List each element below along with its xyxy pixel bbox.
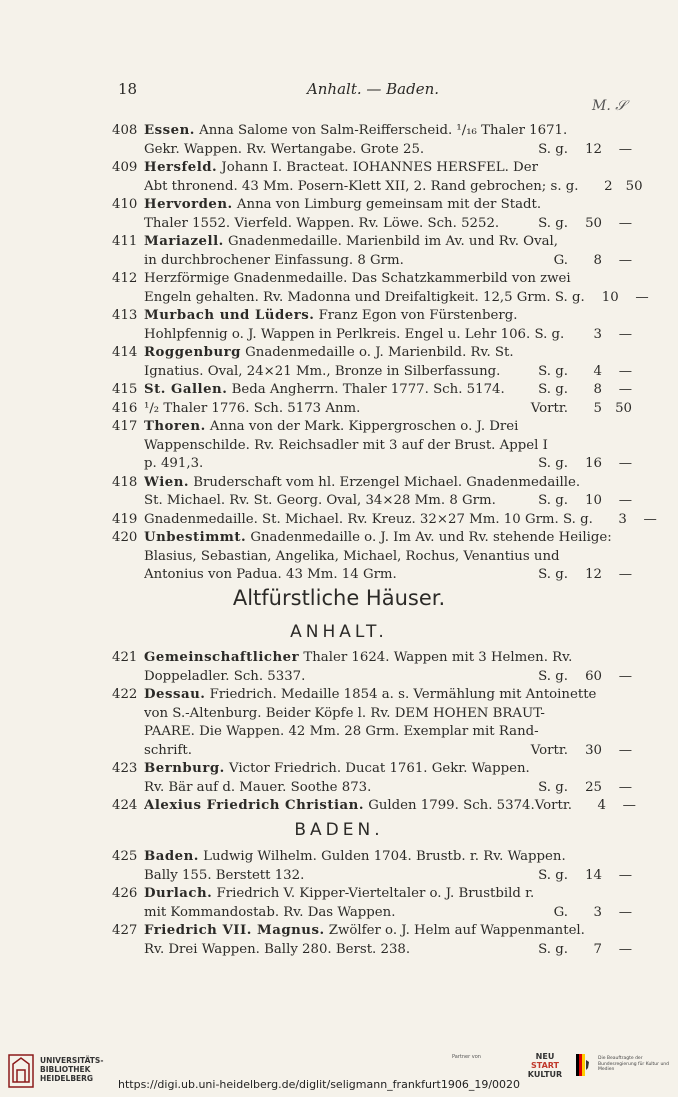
lot-number: 412: [112, 271, 138, 286]
catalogue-entry: [112, 233, 632, 270]
lot-number: 422: [112, 687, 138, 702]
entry-body: [144, 797, 636, 816]
lot-number: 408: [112, 123, 138, 138]
price: [579, 178, 643, 197]
price-pfennig: —: [618, 779, 632, 795]
catalogue-entry: [112, 159, 643, 196]
entry-line: [144, 705, 632, 724]
entry-heading: Durlach.: [144, 886, 213, 901]
catalogue-entry: [112, 344, 632, 381]
grade: S. g.: [538, 567, 568, 582]
grade: S. g.: [538, 668, 568, 684]
lot-number: 419: [112, 511, 138, 527]
entry-description: Bruderschaft vom hl. Erzengel Michael. Gnadenmedaille.: [189, 474, 581, 490]
lot-number: 409: [112, 160, 138, 175]
entry-description: Herzförmige Gnadenmedaille. Das Schatzkammerbild von zwei: [144, 271, 571, 286]
lot-number: 415: [112, 382, 138, 397]
price-mark: 12: [585, 567, 602, 582]
lot-number: 420: [112, 530, 138, 545]
entry-text: [144, 141, 538, 160]
catalogue-entries-baden: [112, 848, 632, 959]
entry-line: [144, 779, 632, 798]
entry-body: [144, 922, 632, 959]
grade: Vortr.: [534, 798, 572, 813]
entry-line: [144, 141, 632, 160]
entry-text: [144, 307, 632, 326]
price: [538, 455, 632, 474]
entry-line: [144, 848, 632, 867]
price-mark: 5: [593, 400, 602, 416]
page-number: 18: [118, 80, 138, 98]
entry-text: [144, 705, 632, 724]
entry-description: St. Michael. Rv. St. Georg. Oval, 34×28 Mm. 8 Grm.: [144, 493, 496, 508]
catalogue-entry: [112, 122, 632, 159]
entry-description: Ludwig Wilhelm. Gulden 1704. Brustb. r. Rv. Wappen.: [198, 849, 566, 864]
price-mark: 60: [585, 668, 602, 684]
entry-body: [144, 381, 632, 400]
entry-line: [144, 307, 632, 326]
catalogue-entry: [112, 400, 632, 419]
entry-text: [144, 252, 554, 271]
entry-line: [144, 159, 643, 178]
catalogue-entry: [112, 307, 632, 344]
entry-line: [144, 215, 632, 234]
entry-text: [144, 233, 632, 252]
lot-number: 413: [112, 308, 138, 323]
entry-text: [144, 686, 632, 705]
grade: S. g.: [538, 382, 568, 397]
entry-description: Anna von Limburg gemeinsam mit der Stadt.: [232, 197, 542, 212]
entry-text: [144, 779, 538, 798]
entry-description: Wappenschilde. Rv. Reichsadler mit 3 auf der Brust. Appel I: [144, 437, 548, 453]
entry-text: [144, 122, 632, 141]
entry-body: [144, 649, 632, 686]
entry-line: [144, 400, 632, 419]
entry-body: [144, 686, 632, 760]
university-logo-icon: [8, 1054, 34, 1088]
entry-description: Johann I. Bracteat. IOHANNES HERSFEL. Der: [217, 160, 538, 175]
entry-line: [144, 668, 632, 687]
price: [538, 141, 632, 160]
entry-description: Anna Salome von Salm-Reifferscheid. ¹/₁₆ Thaler 1671.: [194, 123, 568, 138]
entry-heading: Thoren.: [144, 419, 206, 434]
entry-line: [144, 922, 632, 941]
entry-description: Gnadenmedaille o. J. Marienbild. Rv. St.: [240, 345, 514, 360]
lot-number: 424: [112, 798, 138, 813]
footer-bar: [0, 1048, 678, 1097]
entry-line: [144, 270, 649, 289]
entry-text: [144, 848, 632, 867]
price: [538, 566, 632, 585]
catalogue-entry: [112, 511, 657, 530]
price-pfennig: —: [618, 668, 632, 684]
entry-heading: Roggenburg: [144, 345, 241, 360]
catalogue-entry: [112, 686, 632, 760]
entry-description: Friedrich V. Kipper-Vierteltaler o. J. Brustbild r.: [212, 886, 535, 901]
entry-text: [144, 159, 643, 178]
entry-line: [144, 760, 632, 779]
entry-text: [144, 344, 632, 363]
grade: S. g.: [538, 215, 568, 231]
entry-heading: Baden.: [144, 849, 199, 864]
source-url-link[interactable]: https://digi.ub.uni-heidelberg.de/diglit/seligmann_frankfurt1906_19/0020: [118, 1078, 521, 1091]
price-pfennig: —: [618, 326, 632, 342]
grade: S. g.: [538, 941, 568, 957]
price-mark: 8: [593, 252, 602, 268]
price-pfennig: —: [618, 941, 632, 957]
federal-eagle-icon: [576, 1054, 590, 1076]
entry-line: [144, 437, 632, 456]
lot-number: 423: [112, 761, 138, 776]
catalogue-entry: [112, 649, 632, 686]
grade: Vortr.: [530, 742, 568, 758]
catalogue-entry: [112, 474, 632, 511]
lot-number: 414: [112, 345, 138, 360]
entry-line: [144, 418, 632, 437]
entry-line: [144, 252, 632, 271]
entry-text: [144, 381, 538, 400]
entry-text: [144, 196, 632, 215]
entry-heading: Essen.: [144, 123, 195, 138]
catalogue-entry: [112, 196, 632, 233]
entry-body: [144, 307, 632, 344]
entry-description: PAARE. Die Wappen. 42 Mm. 28 Grm. Exemplar mit Rand-: [144, 724, 539, 739]
entry-description: Anna von der Mark. Kippergroschen o. J. Drei: [205, 419, 519, 434]
entry-text: [144, 649, 632, 668]
entry-text: [144, 668, 538, 687]
entry-body: [144, 344, 632, 381]
price-pfennig: —: [618, 215, 632, 231]
entry-description: ¹/₂ Thaler 1776. Sch. 5173 Anm.: [144, 400, 361, 416]
entry-description: Beda Angherrn. Thaler 1777. Sch. 5174.: [227, 382, 505, 397]
price-mark: 14: [585, 867, 602, 883]
entry-line: [144, 363, 632, 382]
entry-body: [144, 122, 632, 159]
grade: Vortr.: [530, 400, 568, 416]
price: [538, 941, 632, 960]
price-pfennig: —: [618, 252, 632, 268]
entry-line: [144, 742, 632, 761]
entry-description: Rv. Bär auf d. Mauer. Soothe 873.: [144, 779, 372, 795]
entry-text: [144, 742, 531, 761]
entry-heading: St. Gallen.: [144, 382, 228, 397]
entry-line: [144, 797, 636, 816]
entry-line: [144, 344, 632, 363]
grade: S. g.: [538, 779, 568, 795]
entry-line: [144, 122, 632, 141]
entry-line: [144, 326, 632, 345]
entry-text: [144, 548, 632, 567]
entry-text: [144, 326, 568, 345]
entry-heading: Unbestimmt.: [144, 530, 247, 545]
price-pfennig: —: [618, 141, 632, 157]
price-pfennig: —: [618, 867, 632, 883]
price-pfennig: —: [618, 567, 632, 582]
price: [593, 511, 657, 530]
entry-body: [144, 159, 643, 196]
entry-line: [144, 455, 632, 474]
lot-number: 426: [112, 886, 138, 901]
price: [538, 381, 632, 400]
entry-line: [144, 233, 632, 252]
partner-label: Partner von: [452, 1054, 481, 1060]
catalogue-entry: [112, 885, 632, 922]
price-mark: 50: [585, 215, 602, 231]
bkm-label: Die Beauftragte der Bundesregierung für Kultur und Medien: [598, 1056, 670, 1072]
entry-description: Gekr. Wappen. Rv. Wertangabe. Grote 25.: [144, 141, 425, 157]
entry-text: [144, 270, 649, 289]
price-pfennig: —: [618, 742, 632, 758]
entry-body: [144, 848, 632, 885]
entry-heading: Mariazell.: [144, 234, 224, 249]
price-pfennig: —: [643, 511, 657, 527]
catalogue-entry: [112, 760, 632, 797]
lot-number: 411: [112, 234, 138, 249]
price: [585, 289, 649, 308]
entry-line: [144, 867, 632, 886]
entry-description: Friedrich. Medaille 1854 a. s. Vermählung mit Antoinette: [205, 687, 597, 702]
entry-description: Doppeladler. Sch. 5337.: [144, 668, 306, 684]
lot-number: 427: [112, 923, 138, 938]
entry-line: [144, 566, 632, 585]
entry-description: Gnadenmedaille. Marienbild im Av. und Rv. Oval,: [223, 234, 558, 249]
entry-text: [144, 178, 579, 197]
lot-number: 421: [112, 650, 138, 665]
page-header: [118, 80, 628, 102]
price-pfennig: —: [635, 289, 649, 305]
entry-text: [144, 511, 593, 530]
entry-description: von S.-Altenburg. Beider Köpfe l. Rv. DEM HOHEN BRAUT-: [144, 705, 545, 721]
grade: G.: [553, 904, 568, 920]
price: [538, 779, 632, 798]
entry-text: [144, 529, 632, 548]
entry-description: Franz Egon von Fürstenberg.: [314, 308, 518, 323]
entry-heading: Friedrich VII. Magnus.: [144, 923, 325, 938]
price: [535, 797, 636, 816]
entry-body: [144, 885, 632, 922]
price-pfennig: —: [622, 798, 636, 813]
price-mark: 10: [601, 289, 619, 305]
university-name: UNIVERSITÄTS- BIBLIOTHEK HEIDELBERG: [40, 1056, 104, 1083]
entry-heading: Murbach und Lüders.: [144, 308, 315, 323]
entry-heading: Dessau.: [144, 687, 206, 702]
entry-text: [144, 904, 554, 923]
price: [538, 668, 632, 687]
catalogue-entry: [112, 848, 632, 885]
entry-line: [144, 529, 632, 548]
price: [554, 904, 632, 923]
entry-line: [144, 474, 632, 493]
price-pfennig: —: [618, 493, 632, 508]
entry-text: [144, 941, 538, 960]
grade: S. g.: [538, 141, 568, 157]
entry-heading: Alexius Friedrich Christian.: [144, 798, 364, 813]
entry-line: [144, 178, 643, 197]
entry-text: [144, 492, 538, 511]
price-mark: 30: [585, 742, 602, 758]
catalogue-entries-top: [112, 122, 657, 585]
entry-description: Thaler 1552. Vierfeld. Wappen. Rv. Löwe. Sch. 5252.: [144, 215, 500, 231]
grade: G.: [553, 252, 568, 268]
grade: S. g.: [538, 493, 568, 508]
entry-text: [144, 760, 632, 779]
entry-heading: Hervorden.: [144, 197, 233, 212]
entry-text: [144, 474, 632, 493]
price: [531, 742, 632, 761]
handwritten-note: M. 𝒮: [592, 98, 627, 114]
price-mark: 8: [593, 382, 602, 397]
price-mark: 3: [618, 511, 627, 527]
entry-line: [144, 941, 632, 960]
entry-description: Rv. Drei Wappen. Bally 280. Berst. 238.: [144, 941, 411, 957]
entry-description: Victor Friedrich. Ducat 1761. Gekr. Wappen.: [224, 761, 530, 776]
entry-line: [144, 723, 632, 742]
running-title: Anhalt. — Baden.: [306, 80, 440, 98]
entry-description: Abt thronend. 43 Mm. Posern-Klett XII, 2. Rand gebrochen; s. g.: [144, 178, 579, 194]
entry-line: [144, 381, 632, 400]
entry-text: [144, 363, 538, 382]
entry-heading: Wien.: [144, 474, 190, 490]
catalogue-entry: [112, 270, 649, 307]
grade: S. g.: [538, 867, 568, 883]
entry-line: [144, 548, 632, 567]
entry-description: Bally 155. Berstett 132.: [144, 867, 305, 883]
price-pfennig: 50: [615, 400, 632, 416]
price-pfennig: —: [618, 382, 632, 397]
catalogue-entry: [112, 418, 632, 474]
price: [538, 363, 632, 382]
section-subtitle-anhalt: ANHALT.: [290, 622, 388, 642]
price-mark: 4: [593, 363, 602, 379]
price-mark: 3: [593, 326, 602, 342]
price: [554, 252, 632, 271]
entry-line: [144, 289, 649, 308]
lot-number: 416: [112, 400, 138, 416]
entry-text: [144, 885, 632, 904]
entry-body: [144, 233, 632, 270]
entry-line: [144, 686, 632, 705]
price: [538, 215, 632, 234]
entry-body: [144, 270, 649, 307]
price-pfennig: —: [618, 904, 632, 920]
price-pfennig: —: [618, 456, 632, 471]
price-pfennig: 50: [625, 178, 643, 194]
entry-line: [144, 649, 632, 668]
entry-body: [144, 760, 632, 797]
entry-text: [144, 400, 531, 419]
entry-text: [144, 215, 538, 234]
entry-text: [144, 566, 538, 585]
price-mark: 4: [597, 798, 606, 813]
entry-body: [144, 511, 657, 530]
entry-description: Ignatius. Oval, 24×21 Mm., Bronze in Silberfassung.: [144, 363, 501, 379]
neustart-kultur-logo: NEU START KULTUR: [527, 1052, 563, 1079]
entry-body: [144, 400, 632, 419]
entry-text: [144, 437, 632, 456]
entry-line: [144, 904, 632, 923]
entry-description: Blasius, Sebastian, Angelika, Michael, Rochus, Venantius und: [144, 548, 560, 564]
catalogue-entry: [112, 797, 636, 816]
lot-number: 418: [112, 474, 138, 490]
entry-description: schrift.: [144, 742, 192, 758]
entry-line: [144, 196, 632, 215]
entry-description: Engeln gehalten. Rv. Madonna und Dreifaltigkeit. 12,5 Grm. S. g.: [144, 289, 585, 305]
price: [538, 867, 632, 886]
entry-description: Hohlpfennig o. J. Wappen in Perlkreis. Engel u. Lehr 106. S. g.: [144, 326, 565, 342]
entry-body: [144, 418, 632, 474]
entry-text: [144, 922, 632, 941]
entry-line: [144, 492, 632, 511]
price-mark: 2: [604, 178, 613, 194]
entry-text: [144, 797, 535, 816]
price: [531, 400, 632, 419]
entry-body: [144, 529, 632, 585]
entry-text: [144, 418, 632, 437]
section-subtitle-baden: BADEN.: [294, 820, 384, 840]
price-mark: 25: [585, 779, 602, 795]
entry-description: Thaler 1624. Wappen mit 3 Helmen. Rv.: [299, 650, 573, 665]
entry-line: [144, 511, 657, 530]
entry-body: [144, 474, 632, 511]
entry-heading: Gemeinschaftlicher: [144, 650, 300, 665]
grade: S. g.: [538, 456, 568, 471]
lot-number: 417: [112, 419, 138, 434]
price-mark: 7: [593, 941, 602, 957]
entry-description: Gnadenmedaille. St. Michael. Rv. Kreuz. 32×27 Mm. 10 Grm. S. g.: [144, 511, 593, 527]
price-pfennig: —: [618, 363, 632, 379]
entry-heading: Hersfeld.: [144, 160, 218, 175]
price: [568, 326, 632, 345]
catalogue-entry: [112, 529, 632, 585]
catalogue-entry: [112, 381, 632, 400]
catalogue-entry: [112, 922, 632, 959]
grade: S. g.: [538, 363, 568, 379]
price-mark: 3: [593, 904, 602, 920]
price-mark: 10: [585, 493, 602, 508]
entry-text: [144, 723, 632, 742]
entry-description: Gnadenmedaille o. J. Im Av. und Rv. stehende Heilige:: [246, 530, 612, 545]
entry-description: mit Kommandostab. Rv. Das Wappen.: [144, 904, 396, 920]
section-title: Altfürstliche Häuser.: [232, 586, 446, 610]
price-mark: 16: [585, 456, 602, 471]
entry-text: [144, 867, 538, 886]
entry-description: p. 491,3.: [144, 456, 204, 471]
entry-description: in durchbrochener Einfassung. 8 Grm.: [144, 252, 404, 268]
lot-number: 425: [112, 849, 138, 864]
entry-text: [144, 455, 538, 474]
price-mark: 12: [585, 141, 602, 157]
lot-number: 410: [112, 197, 138, 212]
catalogue-entries-anhalt: [112, 649, 636, 816]
price: [538, 492, 632, 511]
entry-description: Gulden 1799. Sch. 5374.: [363, 798, 535, 813]
entry-heading: Bernburg.: [144, 761, 225, 776]
entry-description: Antonius von Padua. 43 Mm. 14 Grm.: [144, 567, 397, 582]
entry-line: [144, 885, 632, 904]
entry-text: [144, 289, 585, 308]
entry-body: [144, 196, 632, 233]
entry-description: Zwölfer o. J. Helm auf Wappenmantel.: [324, 923, 585, 938]
